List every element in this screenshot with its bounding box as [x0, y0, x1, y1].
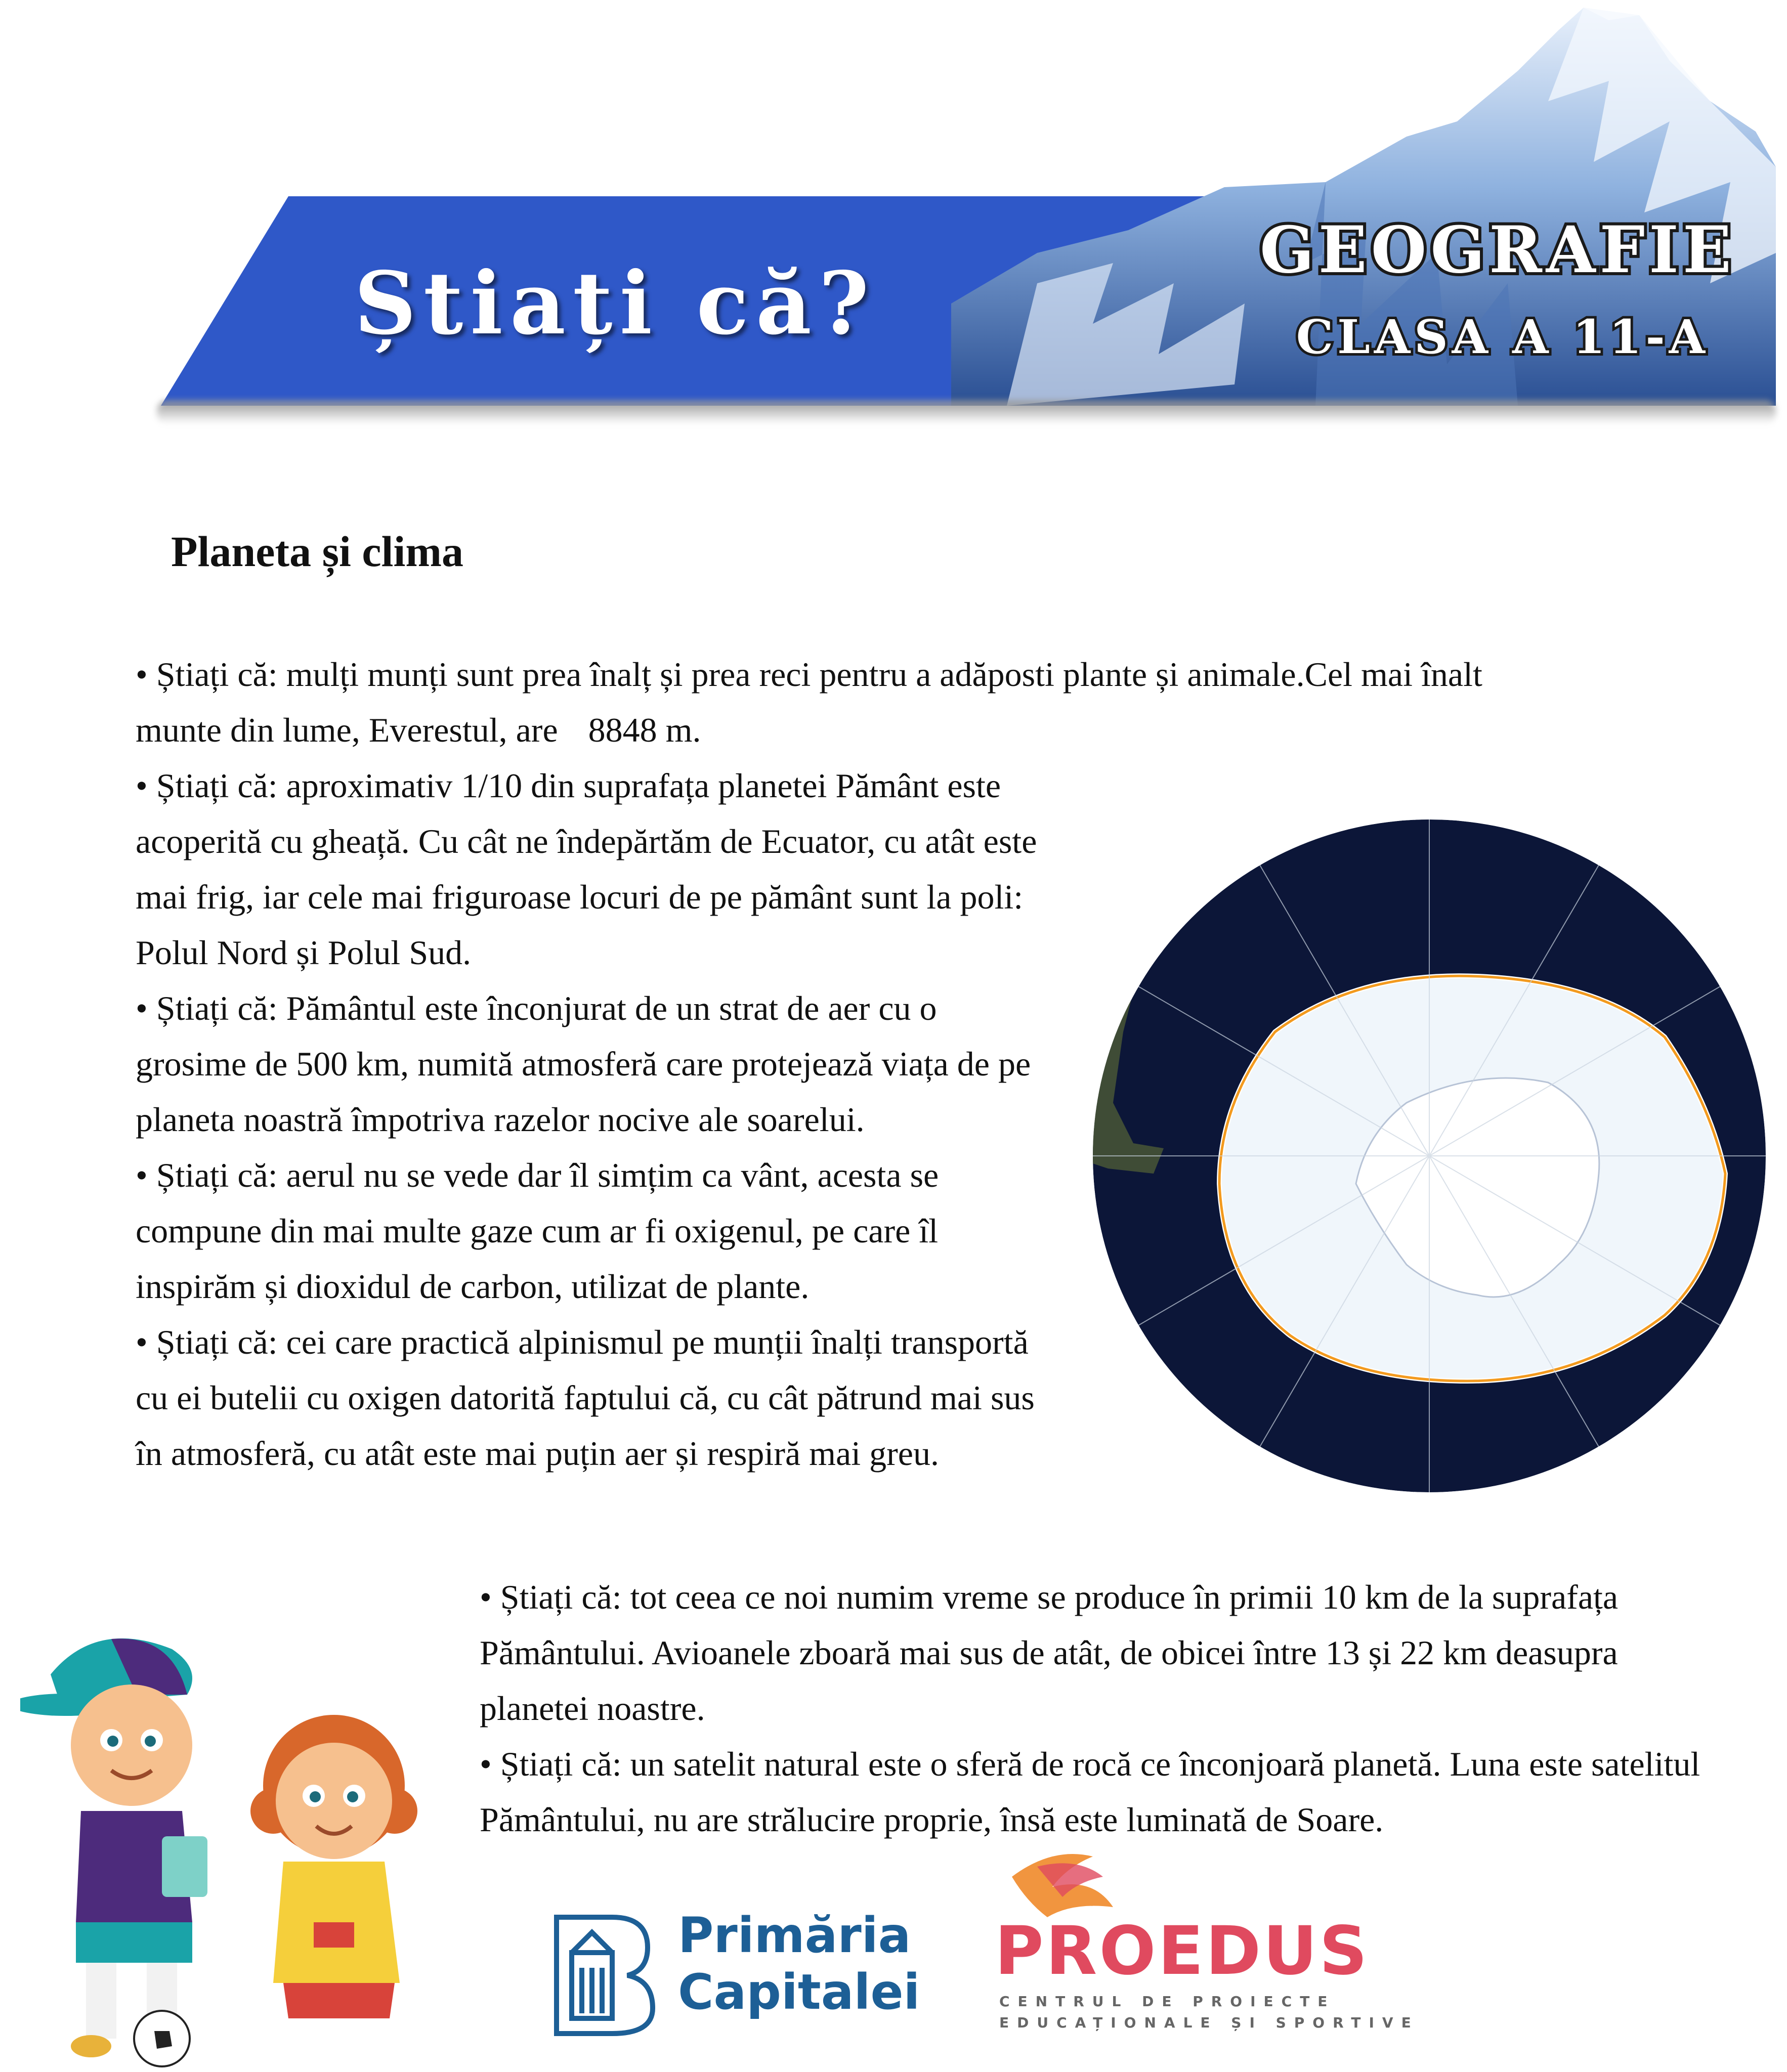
fact-everest-text: • Știați că: mulți munți sunt prea înalț și prea reci pentru a adăposti plante și animale.Cel mai înalt munte din lume, Everestul, are — [136, 655, 1482, 749]
facts-column — [136, 758, 1046, 1481]
fact-everest — [136, 646, 1502, 758]
banner-shadow — [157, 401, 1776, 424]
banner-title: Știați că? — [354, 253, 876, 354]
fact-moon: • Știați că: un satelit natural este o sferă de rocă ce înconjoară planetă. Luna este satelitul Pământului, nu are strălucire proprie, însă este luminată de Soare. — [480, 1745, 1700, 1839]
everest-height: 8848 m. — [588, 711, 701, 749]
facts-lower — [480, 1569, 1724, 1847]
girl-figure — [250, 1715, 417, 2059]
antarctica-globe-image — [1093, 819, 1766, 1492]
proedus-subtitle-2: EDUCAȚIONALE ȘI SPORTIVE — [999, 2014, 1419, 2031]
section-heading: Planeta și clima — [171, 527, 464, 576]
kids-illustration — [20, 1619, 445, 2069]
fact-atmosphere: • Știați că: Pământul este înconjurat de un strat de aer cu o grosime de 500 km, numită atmosferă care protejează viața de pe planeta noastră împotriva razelor nocive ale soarelui. — [136, 989, 1031, 1139]
primaria-line1: Primăria — [678, 1907, 911, 1964]
primaria-logo — [678, 1907, 920, 2020]
primaria-line2: Capitalei — [678, 1964, 920, 2020]
subject-title: GEOGRAFIE — [1260, 212, 1735, 287]
fact-ice: • Știați că: aproximativ 1/10 din suprafața planetei Pământ este acoperită cu gheață. Cu cât ne îndepărtăm de Ecuator, cu atât este mai frig, iar cele mai friguroase locuri de pe pământ sunt la poli: Polul Nord și Polul Sud. — [136, 766, 1037, 972]
proedus-subtitle-1: CENTRUL DE PROIECTE — [999, 1993, 1336, 2010]
fact-air: • Știați că: aerul nu se vede dar îl simțim ca vânt, acesta se compune din mai multe gaze cum ar fi oxigenul, pe care îl inspirăm și dioxidul de carbon, utilizat de plante. — [136, 1156, 939, 1306]
fact-weather: • Știați că: tot ceea ce noi numim vreme se produce în primii 10 km de la suprafața Pământului. Avioanele zboară mai sus de atât, de obicei între 13 și 22 km deasupra planetei noastre. — [480, 1578, 1619, 1728]
grade-title: CLASA A 11-A — [1296, 310, 1710, 364]
fact-alpinism: • Știați că: cei care practică alpinismul pe munții înalți transportă cu ei butelii cu oxigen datorită faptului că, cu cât pătrund mai sus în atmosferă, cu atât este mai puțin aer și respiră mai greu. — [136, 1323, 1035, 1473]
boy-figure — [20, 1638, 207, 2066]
proedus-logo-name: PROEDUS — [995, 1912, 1370, 1990]
